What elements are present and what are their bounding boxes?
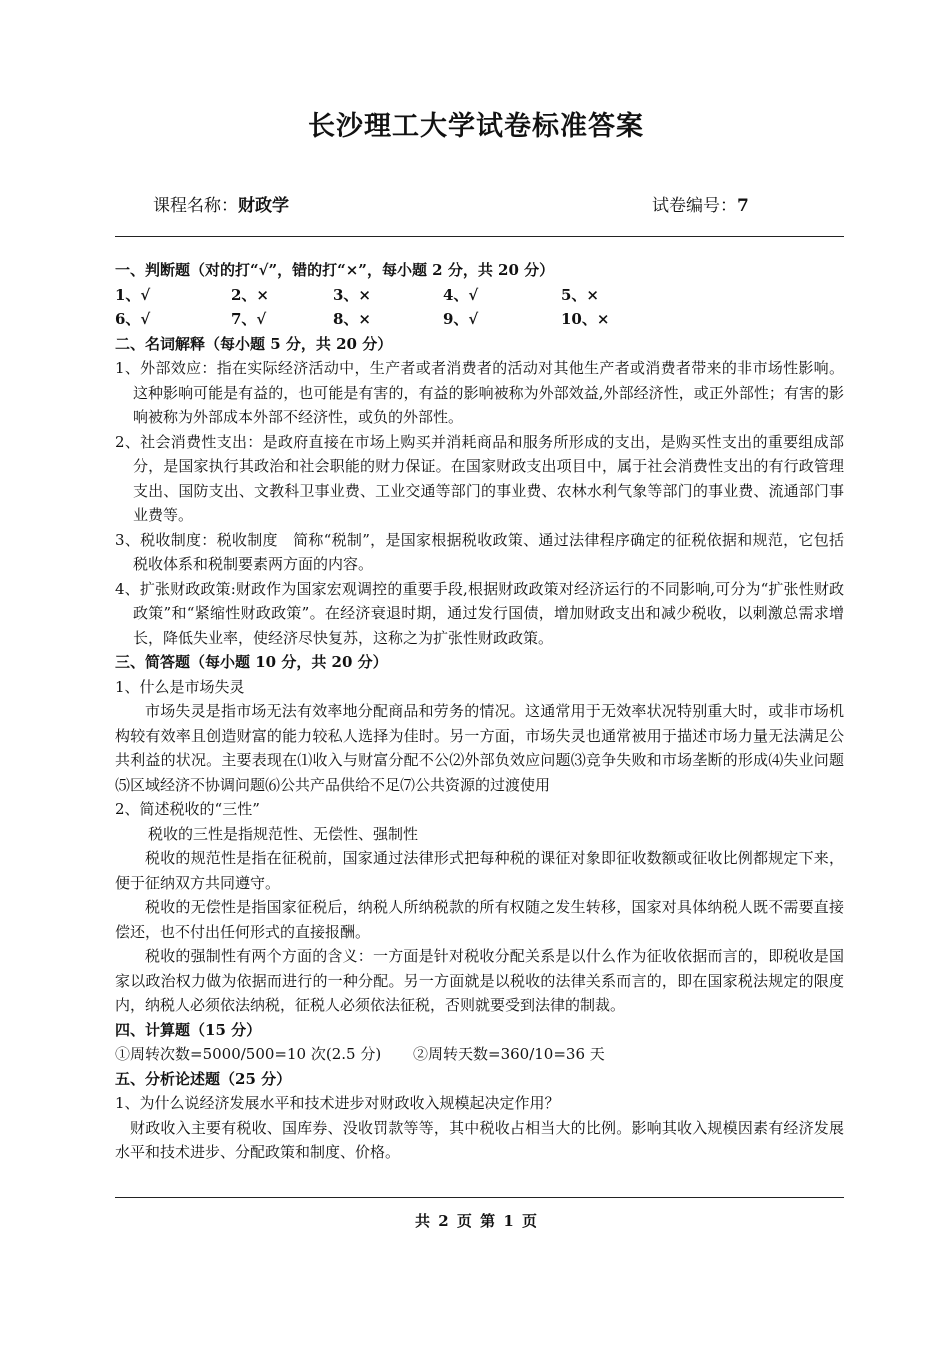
calculation-step: ②周转天数=360/10=36 天 <box>413 1045 605 1063</box>
term-definition: 2、社会消费性支出：是政府直接在市场上购买并消耗商品和服务所形成的支出，是购买性支出的重要组成部分，是国家执行其政治和社会职能的财力保证。在国家财政支出项目中，属于社会消费性支出的有行政管理支出、国防支出、文教科卫事业费、工业交通等部门的事业费、农林水利气象等部门的事业费、流通部门事业费等。 <box>115 432 844 524</box>
section3-title: 三、简答题（每小题 10 分，共 20 分） <box>115 653 388 671</box>
footer-divider <box>115 1197 844 1198</box>
judgement-answer: 4、√ <box>443 285 479 304</box>
answer-content <box>115 258 844 1165</box>
section5-title: 五、分析论述题（25 分） <box>115 1069 292 1088</box>
answer-paragraph: 市场失灵是指市场无法有效率地分配商品和劳务的情况。这通常用于无效率状况特别重大时，或非市场机构较有效率且创造财富的能力较私人选择为佳时。另一方面，市场失灵也通常被用于描述市场力量无法满足公共利益的状况。主要表现在⑴收入与财富分配不公⑵外部负效应问题⑶竞争失败和市场垄断的形成⑷失业问题⑸区域经济不协调问题⑹公共产品供给不足⑺公共资源的过渡使用 <box>115 702 844 794</box>
answer-paragraph: 税收的无偿性是指国家征税后，纳税人所纳税款的所有权随之发生转移，国家对具体纳税人既不需要直接偿还，也不付出任何形式的直接报酬。 <box>115 898 844 941</box>
question-text: 1、什么是市场失灵 <box>115 677 245 696</box>
answer-paragraph: 税收的三性是指规范性、无偿性、强制性 <box>148 824 419 843</box>
judgement-answer: 5、× <box>561 285 600 304</box>
judgement-answer: 2、× <box>231 285 270 304</box>
paper-number <box>652 191 749 216</box>
course-value: 财政学 <box>238 196 289 216</box>
section1-title: 一、判断题（对的打“√”，错的打“×”，每小题 2 分，共 20 分） <box>115 261 555 279</box>
judgement-answer: 1、√ <box>115 285 151 304</box>
answer-paragraph: 税收的规范性是指在征税前，国家通过法律形式把每种税的课征对象即征收数额或征收比例都规定下来，便于征纳双方共同遵守。 <box>115 849 844 892</box>
calculation-answer <box>115 1042 844 1067</box>
term-definition: 1、外部效应：指在实际经济活动中，生产者或者消费者的活动对其他生产者或消费者带来的非市场性影响。这种影响可能是有益的，也可能是有害的，有益的影响被称为外部效益,外部经济性，或正外部性；有害的影响被称为外部成本外部不经济性，或负的外部性。 <box>115 359 844 426</box>
calculation-step: ①周转次数=5000/500=10 次(2.5 分) <box>115 1045 382 1063</box>
judgement-answer: 6、√ <box>115 310 151 328</box>
judgement-answer: 7、√ <box>231 310 267 328</box>
course-label: 课程名称： <box>153 196 238 216</box>
section4-title: 四、计算题（15 分） <box>115 1020 262 1039</box>
question-text: 1、为什么说经济发展水平和技术进步对财政收入规模起决定作用？ <box>115 1094 560 1112</box>
paper-label: 试卷编号： <box>652 196 737 216</box>
judgement-answer: 10、× <box>561 310 610 328</box>
judgement-answer: 9、√ <box>443 310 479 328</box>
paper-value: 7 <box>737 196 749 216</box>
course-name <box>153 191 289 216</box>
section2-title: 二、名词解释（每小题 5 分，共 20 分） <box>115 334 393 353</box>
judgement-row <box>115 307 844 332</box>
term-definition: 3、税收制度：税收制度 简称“税制”，是国家根据税收政策、通过法律程序确定的征税依据和规范，它包括税收体系和税制要素两方面的内容。 <box>115 530 844 573</box>
term-definition: 4、扩张财政政策:财政作为国家宏观调控的重要手段,根据财政政策对经济运行的不同影响,可分为“扩张性财政政策”和“紧缩性财政政策”。在经济衰退时期，通过发行国债，增加财政支出和减少税收，以刺激总需求增长，降低失业率，使经济尽快复苏，这称之为扩张性财政政策。 <box>115 579 844 647</box>
question-text: 2、简述税收的“三性” <box>115 800 260 818</box>
answer-paragraph: 财政收入主要有税收、国库券、没收罚款等等，其中税收占相当大的比例。影响其收入规模因素有经济发展水平和技术进步、分配政策和制度、价格。 <box>115 1118 844 1161</box>
page-title: 长沙理工大学试卷标准答案 <box>308 111 644 142</box>
judgement-answer: 8、× <box>333 310 372 328</box>
answer-paragraph: 税收的强制性有两个方面的含义：一方面是针对税收分配关系是以什么作为征收依据而言的，即税收是国家以政治权力做为依据而进行的一种分配。另一方面就是以税收的法律关系而言的，即在国家税法规定的限度内，纳税人必须依法纳税，征税人必须依法征税，否则就要受到法律的制裁。 <box>115 947 844 1014</box>
judgement-row <box>115 283 844 308</box>
header-divider <box>115 236 844 237</box>
page-number: 共 2 页 第 1 页 <box>415 1212 537 1230</box>
judgement-answer: 3、× <box>333 285 372 304</box>
